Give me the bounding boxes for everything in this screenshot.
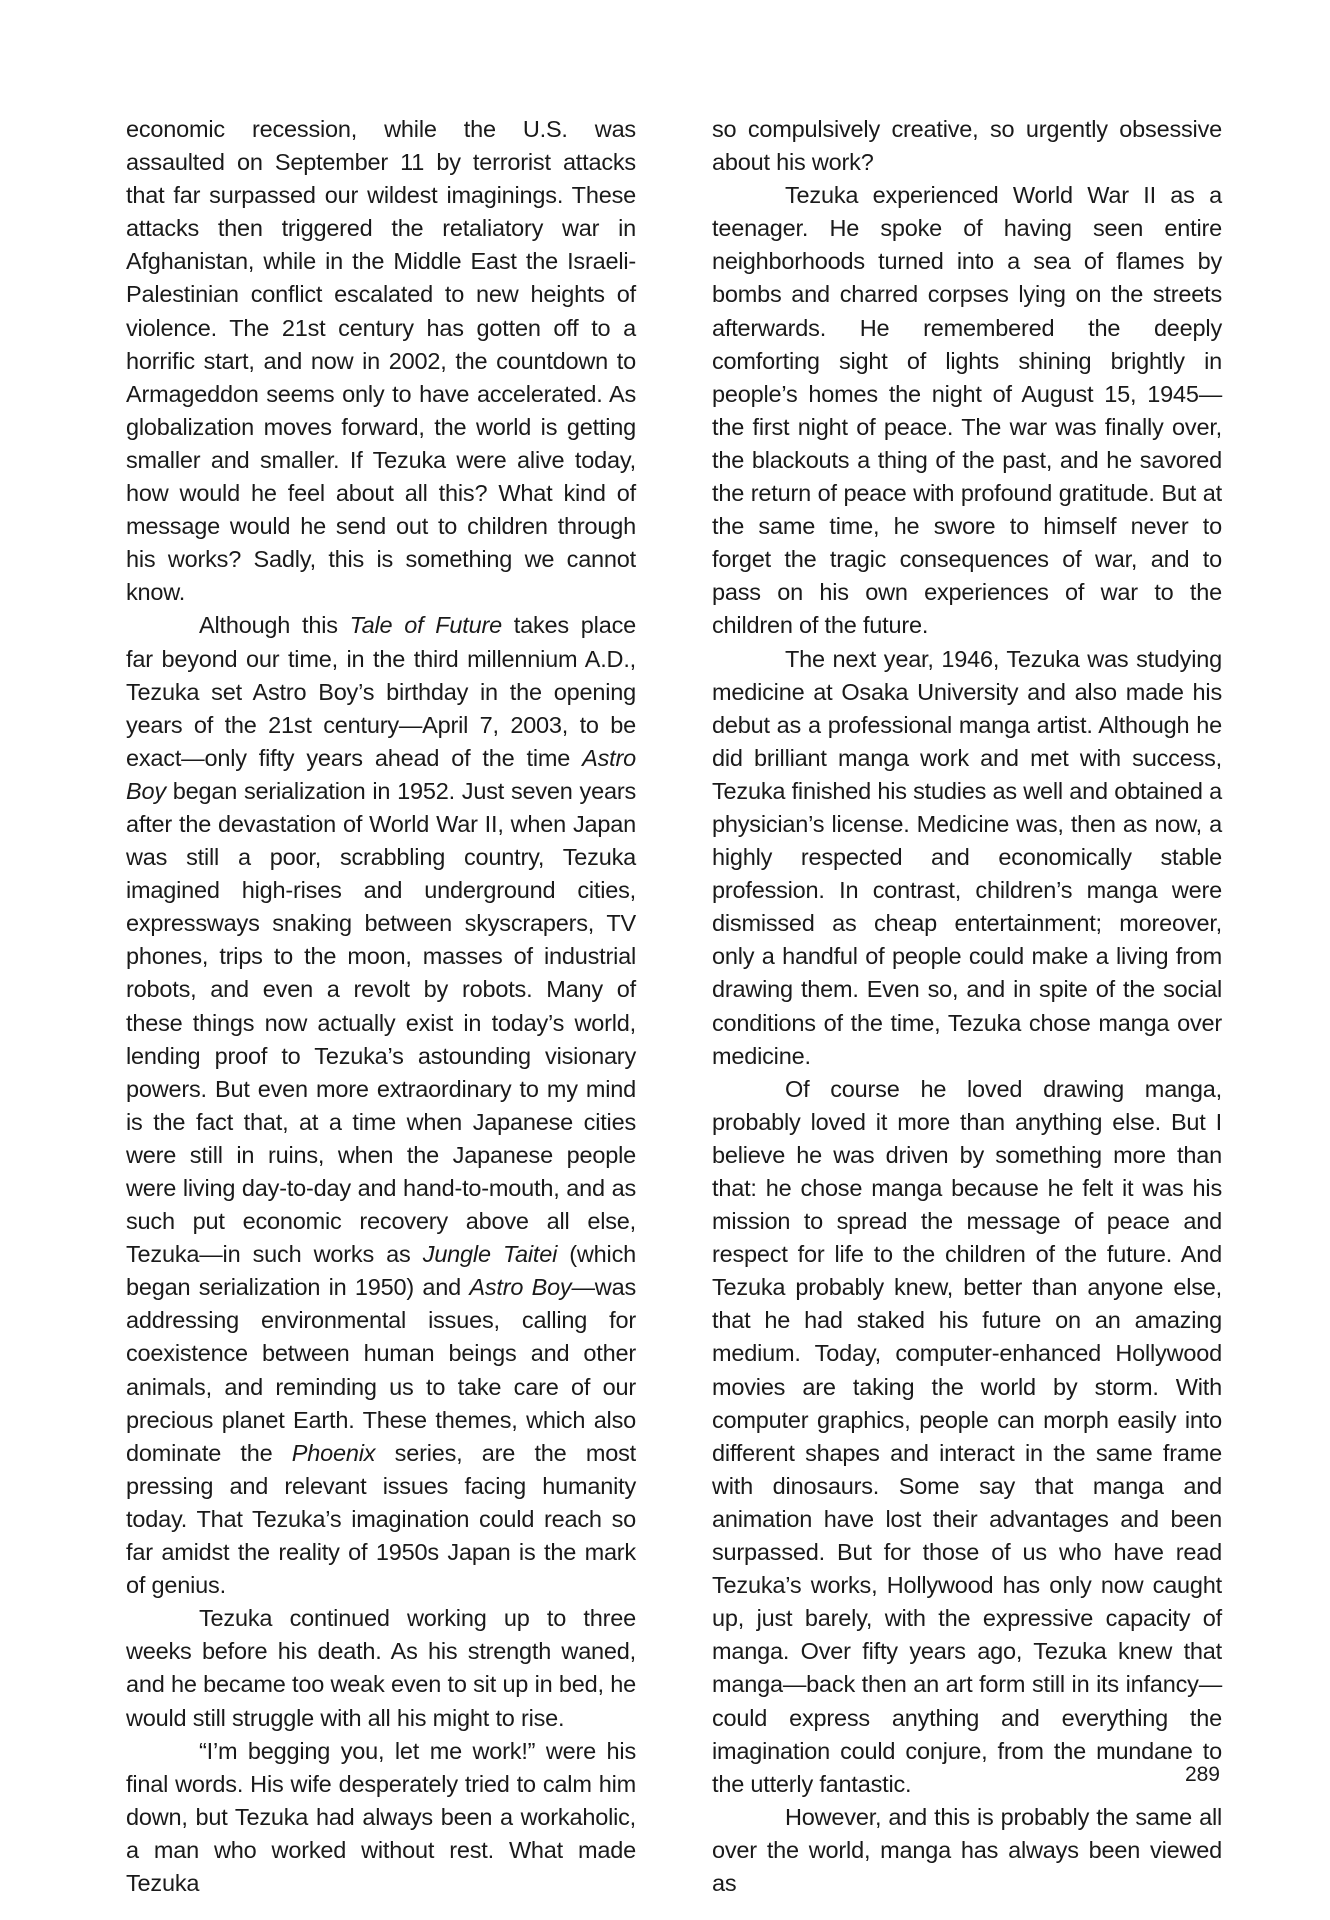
- text-run: (which began serialization in 1950) and: [126, 1241, 636, 1301]
- title-astro-boy: Astro Boy: [126, 744, 636, 804]
- page-number: 289: [1184, 1763, 1220, 1786]
- paragraph-left-4: “I’m begging you, let me work!” were his final words. His wife desperately tried to calm him down, but Tezuka had always been a workaholic, a man who worked without rest. What made Tezuka: [126, 1737, 636, 1896]
- paragraph-right-1: so compulsively creative, so urgently obsessive about his work?: [712, 116, 1222, 176]
- text-run: Although this: [199, 612, 350, 639]
- paragraph-left-3: Tezuka continued working up to three weeks before his death. As his strength waned, and he became too weak even to sit up in bed, he would still struggle with all his might to rise.: [126, 1605, 636, 1731]
- text-run: series, are the most pressing and relevant issues facing humanity today. That Tezuka’s imagination could reach so far amidst the reality of 1950s Japan is the mark of genius.: [126, 1439, 636, 1599]
- text-run: —was addressing environmental issues, calling for coexistence between human beings and other animals, and reminding us to take care of our precious planet Earth. These themes, which also dominate the: [126, 1274, 636, 1466]
- title-tale-of-future: Tale of Future: [349, 612, 502, 639]
- title-jungle-taitei: Jungle Taitei: [422, 1241, 558, 1268]
- paragraph-right-2: Tezuka experienced World War II as a teenager. He spoke of having seen entire neighborhoods turned into a sea of flames by bombs and charred corpses lying on the streets afterwards. He remembered the deeply comforting sight of lights shining brightly in people’s homes the night of August 15, 1945—the first night of peace. The war was finally over, the blackouts a thing of the past, and he savored the return of peace with profound gratitude. But at the same time, he swore to himself never to forget the tragic consequences of war, and to pass on his own experiences of war to the children of the future.: [712, 182, 1222, 639]
- title-astro-boy: Astro Boy: [469, 1274, 572, 1301]
- text-run: takes place far beyond our time, in the third millennium A.D., Tezuka set Astro Boy’s birthday in the opening years of the 21st century—April 7, 2003, to be exact—only fifty years ahead of the time: [126, 612, 636, 771]
- text-run: began serialization in 1952. Just seven years after the devastation of World War II, when Japan was still a poor, scrabbling country, Tezuka imagined high-rises and underground cities, expressways snaking between skyscrapers, TV phones, trips to the moon, masses of industrial robots, and even a revolt by robots. Many of these things now actually exist in today’s world, lending proof to Tezuka’s astounding visionary powers. But even more extraordinary to my mind is the fact that, at a time when Japanese cities were still in ruins, when the Japanese people were living day-to-day and hand-to-mouth, and as such put economic recovery above all else, Tezuka—in such works as: [126, 777, 636, 1268]
- paragraph-left-2: [126, 609, 636, 1602]
- paragraph-right-4: Of course he loved drawing manga, probably loved it more than anything else. But I believe he was driven by something more than that: he chose manga because he felt it was his mission to spread the message of peace and respect for life to the children of the future. And Tezuka probably knew, better than anyone else, that he had staked his future on an amazing medium. Today, computer-enhanced Hollywood movies are taking the world by storm. With computer graphics, people can morph easily into different shapes and interact in the same frame with dinosaurs. Some say that manga and animation have lost their advantages and been surpassed. But for those of us who have read Tezuka’s works, Hollywood has only now caught up, just barely, with the expressive capacity of manga. Over fifty years ago, Tezuka knew that manga—back then an art form still in its infancy—could express anything and everything the imagination could conjure, from the mundane to the utterly fantastic.: [712, 1075, 1222, 1797]
- title-phoenix: Phoenix: [291, 1439, 376, 1466]
- paragraph-right-5: However, and this is probably the same all over the world, manga has always been viewed as: [712, 1803, 1222, 1896]
- left-column: [126, 113, 636, 1900]
- paragraph-left-1: economic recession, while the U.S. was assaulted on September 11 by terrorist attacks that far surpassed our wildest imaginings. These attacks then triggered the retaliatory war in Afghanistan, while in the Middle East the Israeli-Palestinian conflict escalated to new heights of violence. The 21st century has gotten off to a horrific start, and now in 2002, the countdown to Armageddon seems only to have accelerated. As globalization moves forward, the world is getting smaller and smaller. If Tezuka were alive today, how would he feel about all this? What kind of message would he send out to children through his works? Sadly, this is something we cannot know.: [126, 116, 636, 606]
- right-column: [712, 113, 1222, 1900]
- paragraph-right-3: The next year, 1946, Tezuka was studying medicine at Osaka University and also made his debut as a professional manga artist. Although he did brilliant manga work and met with success, Tezuka finished his studies as well and obtained a physician’s license. Medicine was, then as now, a highly respected and economically stable profession. In contrast, children’s manga were dismissed as cheap entertainment; moreover, only a handful of people could make a living from drawing them. Even so, and in spite of the social conditions of the time, Tezuka chose manga over medicine.: [712, 645, 1222, 1069]
